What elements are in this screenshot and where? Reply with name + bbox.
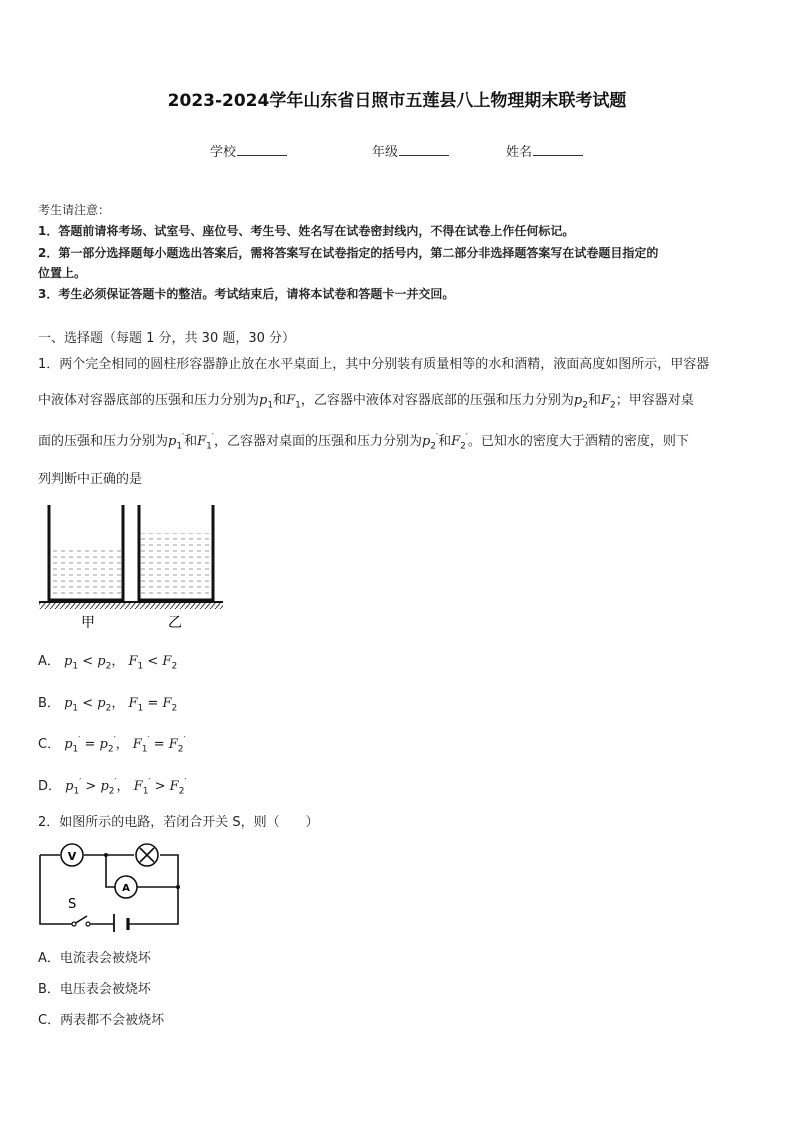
junction-dot <box>176 885 180 889</box>
school-field[interactable] <box>210 141 287 160</box>
section-heading: 一、选择题（每题 1 分，共 30 题，30 分） <box>38 331 296 346</box>
q1-option-d[interactable]: D． $p_1' > p_2'$， $F_1' > F_2'$ <box>38 777 187 797</box>
lamp-cross <box>140 848 154 862</box>
q2-option-b[interactable]: B．电压表会被烧坏 <box>38 982 151 997</box>
notice-item-3: 3．考生必须保证答题卡的整洁。考试结束后，请将本试卷和答题卡一并交回。 <box>38 287 455 301</box>
notice-item-1: 1．答题前请将考场、试室号、座位号、考生号、姓名写在试卷密封线内，不得在试卷上作任何标记。 <box>38 224 575 238</box>
q1-line2: 中液体对容器底部的压强和压力分别为$p_1$和$F_1$，乙容器中液体对容器底部的压强和压力分别为$p_2$和$F_2$；甲容器对桌 <box>38 393 694 411</box>
q1-option-b[interactable]: B． $p_1 < p_2$， $F_1 = F_2$ <box>38 696 178 714</box>
water-liquid <box>51 546 121 600</box>
junction-dot <box>104 853 108 857</box>
voltmeter-label: V <box>67 850 77 863</box>
notice-heading: 考生请注意： <box>38 203 111 217</box>
q2-stem: 2．如图所示的电路，若闭合开关 S，则（ ） <box>38 815 319 830</box>
switch-label: S <box>68 897 77 912</box>
q1-line1: 1．两个完全相同的圆柱形容器静止放在水平桌面上，其中分别装有质量相等的水和酒精，液面高度如图所示，甲容器 <box>38 357 710 372</box>
container-right-label: 乙 <box>168 615 182 631</box>
q1-option-c[interactable]: C． $p_1' = p_2'$， $F_1' = F_2'$ <box>38 735 186 755</box>
name-label: 姓名 <box>506 145 533 160</box>
school-label: 学校 <box>210 145 237 160</box>
q2-option-a[interactable]: A．电流表会被烧坏 <box>38 951 151 966</box>
q1-option-a[interactable]: A． $p_1 < p_2$， $F_1 < F_2$ <box>38 654 178 672</box>
grade-label: 年级 <box>372 145 399 160</box>
table-hatch <box>39 603 223 609</box>
container-left-label: 甲 <box>81 615 95 631</box>
circuit-figure <box>36 840 186 932</box>
ammeter-label: A <box>122 883 130 894</box>
q2-option-c[interactable]: C．两表都不会被烧坏 <box>38 1013 165 1028</box>
wire <box>106 855 115 887</box>
name-field[interactable] <box>506 141 583 160</box>
grade-field[interactable] <box>372 141 449 160</box>
page-title: 2023-2024学年山东省日照市五莲县八上物理期末联考试题 <box>167 91 627 111</box>
notice-item-2a: 2．第一部分选择题每小题选出答案后，需将答案写在试卷指定的括号内，第二部分非选择题答案写在试卷题目指定的 <box>38 246 659 260</box>
alcohol-liquid <box>141 533 211 600</box>
notice-item-2b: 位置上。 <box>38 266 87 280</box>
wire <box>128 855 178 924</box>
switch-contact <box>86 922 90 926</box>
switch-pivot <box>72 922 76 926</box>
containers-figure <box>36 500 226 635</box>
q1-line3: 面的压强和压力分别为$p_1'$和$F_1'$，乙容器对桌面的压强和压力分别为$p_2'$和$F_2'$。已知水的密度大于酒精的密度，则下 <box>38 432 689 452</box>
q1-line4: 列判断中正确的是 <box>38 472 143 487</box>
